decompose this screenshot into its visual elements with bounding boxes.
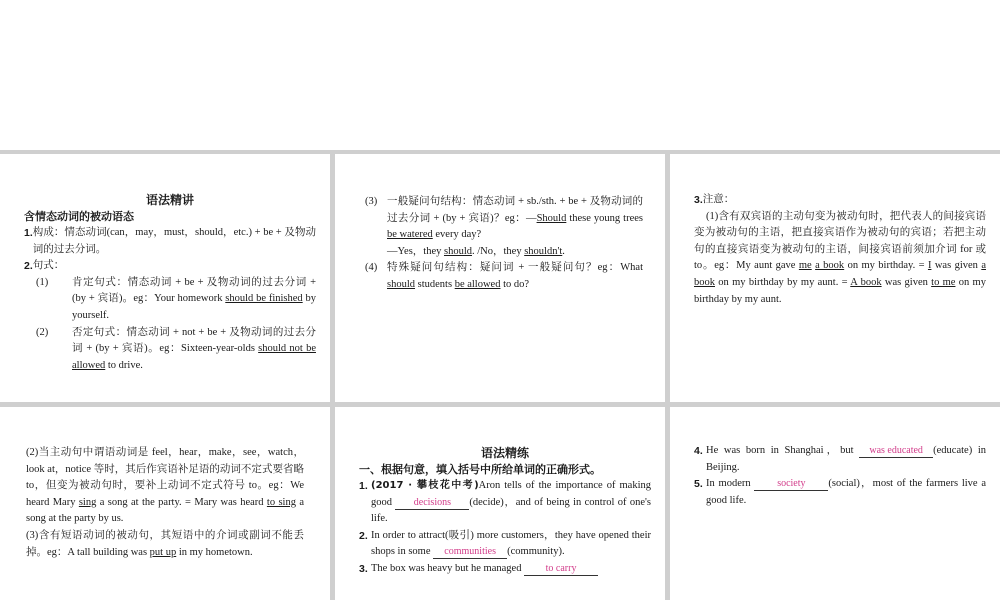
- answer-blank[interactable]: to carry: [524, 563, 598, 576]
- subpoint-2: [24, 325, 316, 375]
- panel-grammar-3: [670, 154, 1000, 402]
- question-2: [359, 528, 651, 561]
- underlined-phrase: should not be allowed: [72, 343, 316, 371]
- section-title: 语法精讲: [145, 193, 194, 207]
- point-3: [694, 192, 986, 209]
- subpoint-number: (4): [365, 262, 378, 274]
- subpoint-number: (3): [365, 196, 378, 207]
- note-2: (2)当主动句中谓语动词是 feel，hear，make，see，watch，look at，notice 等时，其后作宾语补足语的动词不定式要省略 to，但变为被动句时，要补上动词不定式符号 to。eg：We heard Mary sing a song at the party. = Mary was heard to sing a song at the party by us.: [26, 447, 305, 525]
- section-subtitle: 含情态动词的被动语态: [24, 210, 134, 223]
- subpoint-3: [365, 194, 643, 260]
- question-1: [359, 478, 651, 528]
- subpoint-number: (2): [36, 326, 49, 338]
- question-number: 3.: [359, 562, 368, 575]
- note-3: (3)含有短语动词的被动句，其短语中的介词或副词不能丢掉。eg：A tall building was put up in my hometown.: [26, 529, 304, 558]
- point-text: 句式：: [32, 260, 65, 272]
- top-blank-area: [0, 0, 1000, 150]
- answer-blank[interactable]: society: [754, 478, 828, 491]
- subpoint-text: 特殊疑问句结构：疑问词 + 一般疑问句？eg：What should students be allowed to do?: [387, 262, 643, 290]
- panel-grammar-1: [0, 154, 330, 402]
- question-number: 1.: [359, 480, 368, 492]
- panel-grammar-2: [335, 154, 665, 402]
- point-text: 构成：情态动词(can，may，must，should，etc.) + be + 及物动词的过去分词。: [32, 227, 316, 255]
- point-1: [24, 225, 316, 258]
- question-text: (2017 · 攀枝花中考)Aron tells of the importance of making good decisions (decide)，and of being in control of one's life.: [371, 480, 652, 525]
- question-number: 5.: [694, 478, 703, 491]
- question-text: In order to attract(吸引) more customers，they have opened their shops in some communities (community).: [371, 529, 651, 558]
- subpoint-text: 否定句式：情态动词 + not + be + 及物动词的过去分词 + (by + 宾语)。eg：Sixteen-year-olds should not be allowed to drive.: [72, 326, 316, 371]
- practice-title: 语法精练: [480, 446, 529, 460]
- panel-practice-1: [335, 407, 665, 600]
- question-text: The box was heavy but he managed to carry: [371, 561, 651, 578]
- question-number: 2.: [359, 529, 368, 542]
- question-text: He was born in Shanghai，but was educated (educate) in Beijing.: [706, 445, 986, 473]
- point-text: 注意：: [702, 194, 735, 205]
- subpoint-4: [365, 260, 643, 293]
- question-5: [694, 476, 986, 509]
- subpoint-1: [24, 275, 316, 325]
- answer-blank[interactable]: communities: [433, 546, 507, 559]
- subpoint-number: (1): [36, 276, 49, 288]
- answer-blank[interactable]: was educated: [859, 445, 933, 458]
- underlined-phrase: should be finished: [225, 293, 303, 305]
- point-2: [24, 258, 316, 275]
- practice-section: 一、根据句意，填入括号中所给单词的正确形式。: [359, 463, 601, 476]
- question-4: [694, 443, 986, 476]
- question-number: 4.: [694, 445, 703, 457]
- panel-practice-2: [670, 407, 1000, 600]
- question-source: (2017 · 攀枝花中考): [371, 480, 479, 491]
- subpoint-text: 一般疑问句结构：情态动词 + sb./sth. + be + 及物动词的过去分词 + (by + 宾语)？eg：—Should these young trees be watered every day? —Yes，they should. /No，they shouldn't.: [387, 196, 643, 257]
- panel-grammar-4: [0, 407, 330, 600]
- point-number: 1.: [24, 227, 33, 239]
- answer-blank[interactable]: decisions: [395, 497, 469, 510]
- point-number: 2.: [24, 260, 33, 273]
- question-3: [359, 561, 651, 578]
- point-number: 3.: [694, 194, 703, 206]
- subpoint-text: 肯定句式：情态动词 + be + 及物动词的过去分词 + (by + 宾语)。eg：Your homework should be finished by yourself.: [72, 276, 317, 321]
- question-text: In modern society (social)，most of the farmers live a good life.: [706, 478, 986, 506]
- note-1: (1)含有双宾语的主动句变为被动句时，把代表人的间接宾语变为被动句的主语，把直接宾语作为被动句的宾语；若把主动句的直接宾语变为被动句的主语，间接宾语前须加介词 for 或 to。eg：My aunt gave me a book on my birthday. = I was given a book on my birthday by my aunt. = A book was given to me on my birthday by my aunt.: [694, 210, 986, 305]
